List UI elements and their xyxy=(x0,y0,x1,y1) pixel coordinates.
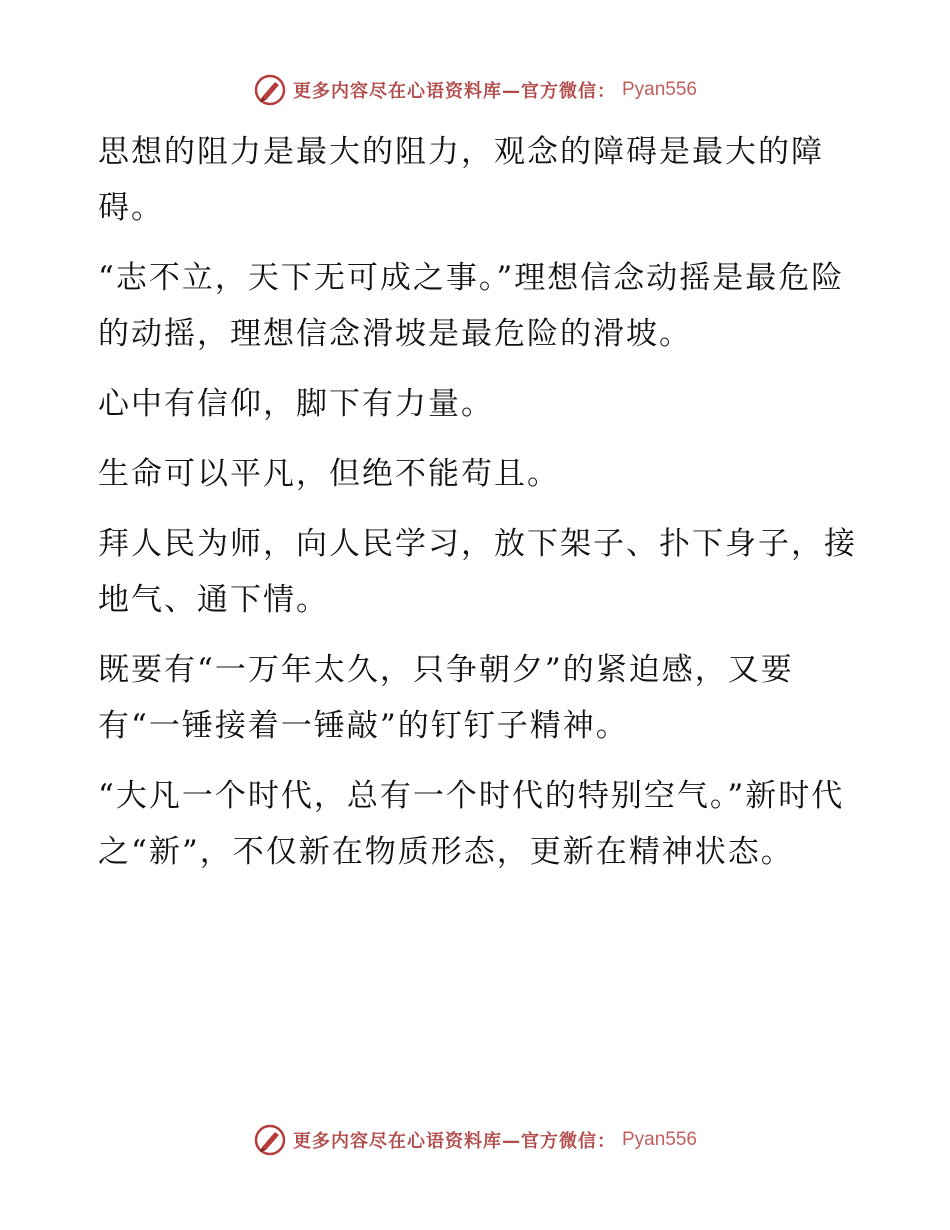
watermark-text: 更多内容尽在心语资料库—官方微信： xyxy=(292,81,616,102)
paragraph-5: 拜人民为师，向人民学习，放下架子、扑下身子，接地气、通下情。 xyxy=(98,526,857,618)
watermark-id: Pyan556 xyxy=(621,79,697,100)
paragraph-2: “志不立，天下无可成之事。”理想信念动摇是最危险的动摇，理想信念滑坡是最危险的滑坡。 xyxy=(98,260,845,352)
footer-watermark xyxy=(0,1120,950,1160)
paragraph-7: “大凡一个时代，总有一个时代的特别空气。”新时代之“新”，不仅新在物质形态，更新在精神状态。 xyxy=(98,778,845,870)
paragraph-4: 生命可以平凡，但绝不能苟且。 xyxy=(98,456,560,492)
document-body xyxy=(98,124,858,894)
watermark-text: 更多内容尽在心语资料库—官方微信： xyxy=(292,1131,616,1152)
paragraph-1: 思想的阻力是最大的阻力，观念的障碍是最大的障碍。 xyxy=(98,134,824,226)
pen-logo-icon xyxy=(253,1123,287,1157)
paragraph-3: 心中有信仰，脚下有力量。 xyxy=(98,386,494,422)
header-watermark xyxy=(0,70,950,110)
paragraph-6: 既要有“一万年太久，只争朝夕”的紧迫感，又要有“一锤接着一锤敲”的钉钉子精神。 xyxy=(98,652,794,744)
pen-logo-icon xyxy=(253,73,287,107)
watermark-id: Pyan556 xyxy=(621,1129,697,1150)
